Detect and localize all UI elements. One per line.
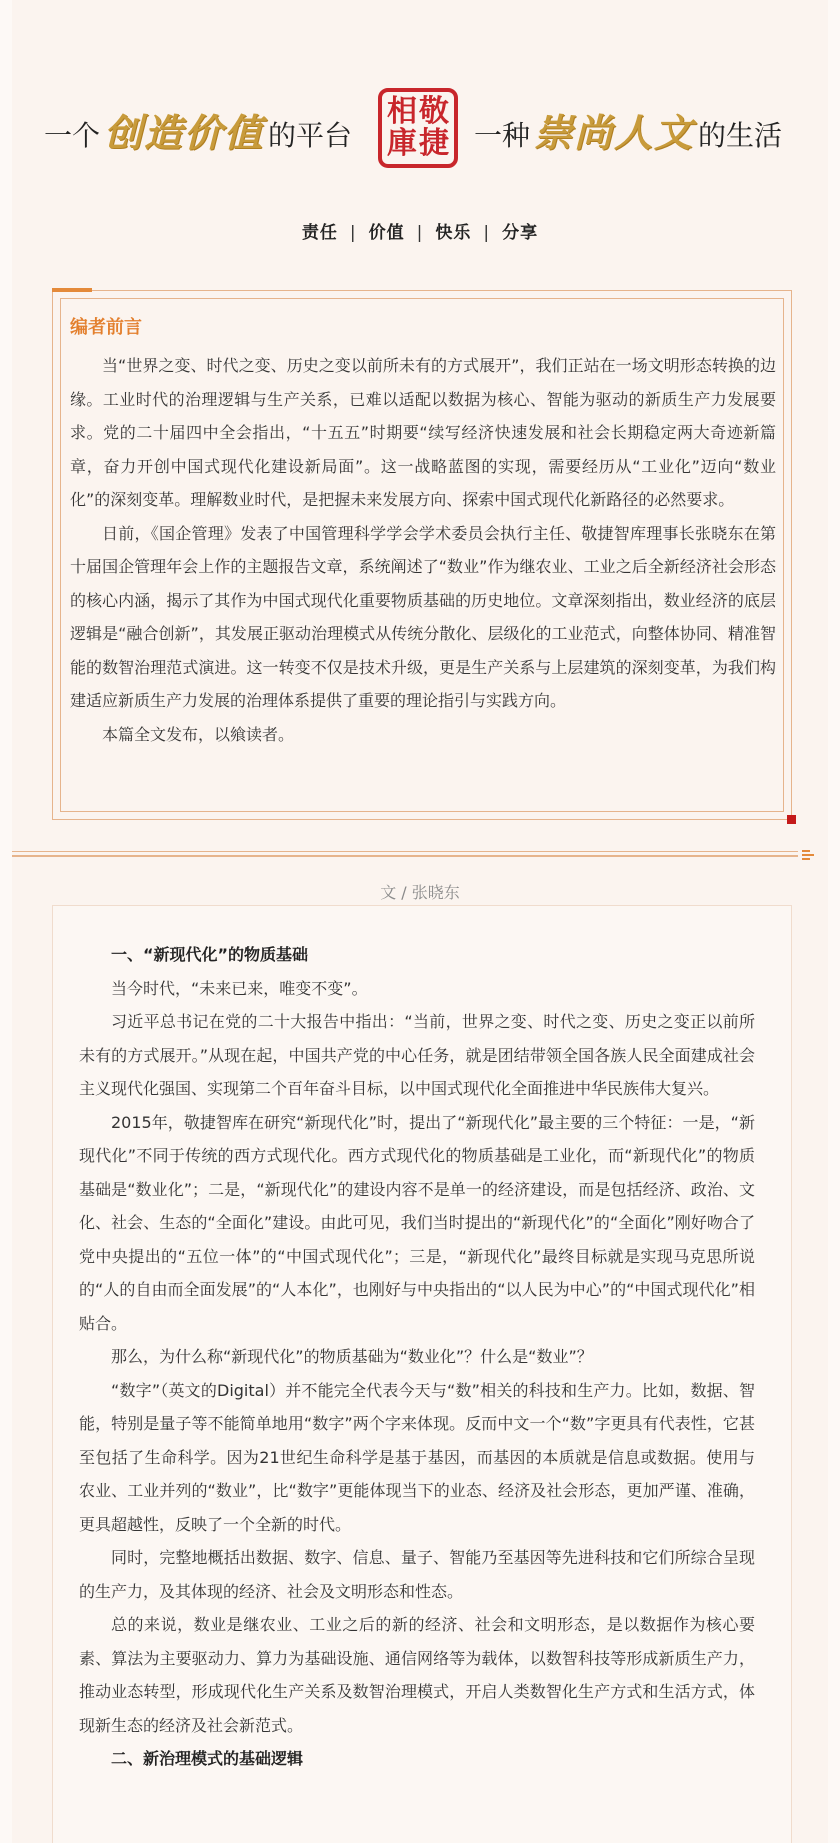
article-paragraph: “数字”（英文的Digital）并不能完全代表今天与“数”相关的科技和生产力。比如，数据、智能，特别是量子等不能简单地用“数字”两个字来体现。反而中文一个“数”字更具有代表性，它甚至包括了生命科学。因为21世纪生命科学是基于基因，而基因的本质就是信息或数据。使用与农业、工业并列的“数业”，比“数字”更能体现当下的业态、经济及社会形态，更加严谨、准确，更具超越性，反映了一个全新的时代。 — [79, 1380, 755, 1534]
preface-box — [52, 290, 792, 820]
preface-corner-mark — [787, 815, 796, 824]
slogan-left-highlight: 创造价值 — [104, 110, 265, 155]
seal-char: 敬 — [419, 94, 449, 129]
section-heading: 二、新治理模式的基础逻辑 — [111, 1749, 304, 1768]
divider-line — [12, 855, 798, 857]
motto-line — [12, 218, 828, 243]
motto-separator: | — [349, 223, 357, 243]
page — [12, 0, 828, 1843]
article-body — [79, 938, 755, 1776]
motto-separator: | — [483, 223, 491, 243]
article-paragraph: 总的来说，数业是继农业、工业之后的新的经济、社会和文明形态，是以数据作为核心要素、算法为主要驱动力、算力为基础设施、通信网络等为载体，以数智科技等形成新质生产力，推动业态转型，形成现代化生产关系及数智治理模式，开启人类数智化生产方式和生活方式，体现新生态的经济及社会新范式。 — [79, 1615, 755, 1735]
seal-char: 捷 — [419, 126, 449, 161]
slogan-right-prefix: 一种 — [474, 119, 531, 152]
preface-body — [70, 349, 776, 751]
author-byline: 文 / 张晓东 — [380, 883, 460, 902]
header-banner — [12, 60, 828, 180]
preface-title: 编者前言 — [70, 317, 142, 338]
article-paragraph: 2015年，敬捷智库在研究“新现代化”时，提出了“新现代化”最主要的三个特征：一是，“新现代化”不同于传统的西方式现代化。西方式现代化的物质基础是工业化，而“新现代化”的物质基础是“数业化”；二是，“新现代化”的建设内容不是单一的经济建设，而是包括经济、政治、文化、社会、生态的“全面化”建设。由此可见，我们当时提出的“新现代化”的“全面化”刚好吻合了党中央提出的“五位一体”的“中国式现代化”；三是，“新现代化”最终目标就是实现马克思所说的“人的自由而全面发展”的“人本化”，也刚好与中央指出的“以人民为中心”的“中国式现代化”相贴合。 — [79, 1112, 755, 1333]
slogan-left-suffix: 的平台 — [268, 119, 353, 152]
seal-logo — [378, 88, 458, 168]
article-paragraph: 习近平总书记在党的二十大报告中指出：“当前，世界之变、时代之变、历史之变正以前所未有的方式展开。”从现在起，中国共产党的中心任务，就是团结带领全国各族人民全面建成社会主义现代化强国、实现第二个百年奋斗目标，以中国式现代化全面推进中华民族伟大复兴。 — [79, 1012, 755, 1098]
seal-char: 庫 — [387, 126, 417, 161]
motto-item: 责任 — [301, 223, 338, 243]
seal-char: 相 — [387, 94, 417, 129]
section-divider — [12, 851, 798, 858]
article-box — [52, 905, 792, 1843]
article-paragraph: 当今时代，“未来已来，唯变不变”。 — [111, 978, 368, 998]
slogan-right-highlight: 崇尚人文 — [534, 110, 695, 155]
slogan-right — [474, 108, 782, 158]
motto-item: 快乐 — [435, 223, 472, 243]
slogan-left-prefix: 一个 — [44, 119, 101, 152]
preface-paragraph: 当“世界之变、时代之变、历史之变以前所未有的方式展开”，我们正站在一场文明形态转换的边缘。工业时代的治理逻辑与生产关系，已难以适配以数据为核心、智能为驱动的新质生产力发展要求。党的二十届四中全会指出，“十五五”时期要“续写经济快速发展和社会长期稳定两大奇迹新篇章，奋力开创中国式现代化建设新局面”。这一战略蓝图的实现，需要经历从“工业化”迈向“数业化”的深刻变革。理解数业时代，是把握未来发展方向、探索中国式现代化新路径的必然要求。 — [70, 356, 776, 509]
slogan-left — [44, 108, 352, 158]
article-paragraph: 同时，完整地概括出数据、数字、信息、量子、智能乃至基因等先进科技和它们所综合呈现的生产力，及其体现的经济、社会及文明形态和性态。 — [79, 1548, 755, 1601]
preface-accent-bar — [52, 288, 92, 292]
preface-paragraph: 日前，《国企管理》发表了中国管理科学学会学术委员会执行主任、敬捷智库理事长张晓东在第十届国企管理年会上作的主题报告文章，系统阐述了“数业”作为继农业、工业之后全新经济社会形态的核心内涵，揭示了其作为中国式现代化重要物质基础的历史地位。文章深刻指出，数业经济的底层逻辑是“融合创新”，其发展正驱动治理模式从传统分散化、层级化的工业范式，向整体协同、精准智能的数智治理范式演进。这一转变不仅是技术升级，更是生产关系与上层建筑的深刻变革，为我们构建适应新质生产力发展的治理体系提供了重要的理论指引与实践方向。 — [70, 523, 776, 710]
slogan-right-suffix: 的生活 — [698, 119, 783, 152]
divider-end-icon — [802, 850, 816, 862]
motto-item: 价值 — [368, 223, 405, 243]
motto-separator: | — [416, 223, 424, 243]
section-heading: 一、“新现代化”的物质基础 — [111, 945, 309, 964]
motto-item: 分享 — [502, 223, 539, 243]
article-paragraph: 那么，为什么称“新现代化”的物质基础为“数业化”？什么是“数业”？ — [111, 1347, 593, 1366]
preface-paragraph: 本篇全文发布，以飨读者。 — [102, 724, 295, 744]
divider-line — [12, 851, 798, 852]
